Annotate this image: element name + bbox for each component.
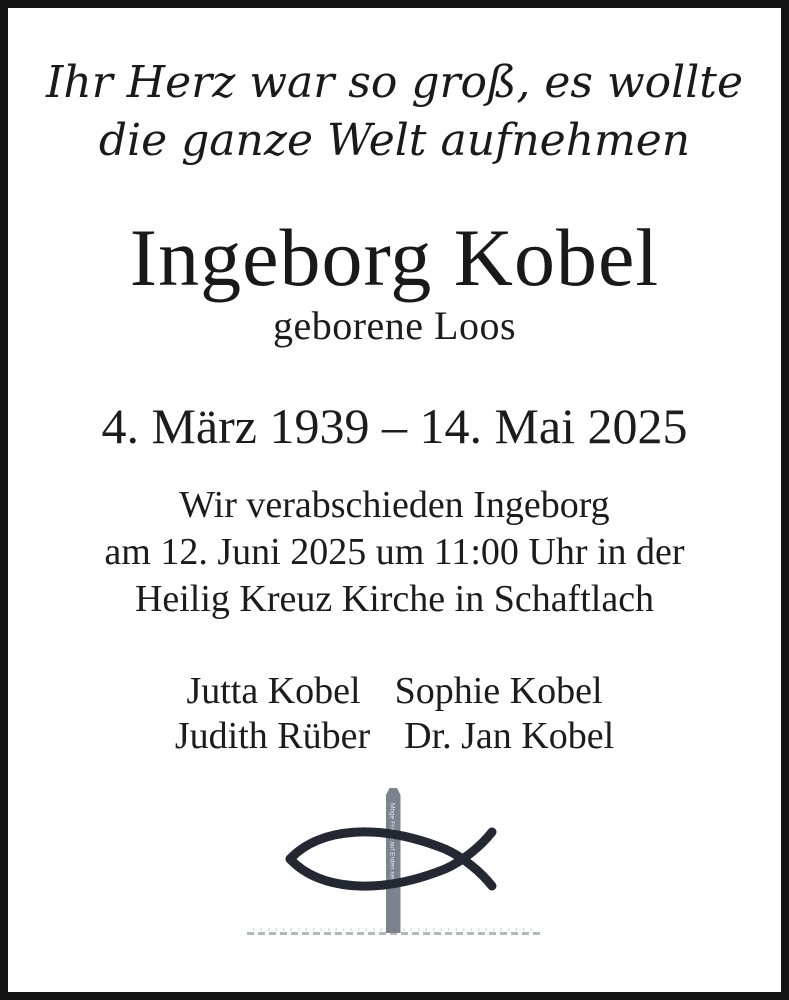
mourner-row (8, 714, 781, 759)
mourner-name: Jutta Kobel (186, 670, 361, 712)
mourner-name: Sophie Kobel (394, 670, 603, 712)
peace-pole-icon (386, 788, 401, 933)
epigraph-line-1: Ihr Herz war so groß, es wollte (46, 57, 743, 108)
announcement-line-3: Heilig Kreuz Kirche in Schaftlach (134, 578, 655, 620)
mourner-name: Judith Rüber (174, 715, 371, 757)
birth-name: geborene Loos (272, 303, 517, 348)
announcement-line-1: Wir verabschieden Ingeborg (179, 484, 610, 526)
epigraph (8, 54, 781, 170)
ichthys-fish-with-peace-pole-icon (245, 787, 545, 939)
memorial-symbol (8, 787, 781, 939)
mourner-row (8, 669, 781, 714)
pole-inscription: Möge Friede auf Erden sein (388, 803, 395, 884)
life-dates: 4. März 1939 – 14. Mai 2025 (101, 398, 688, 454)
deceased-name: Ingeborg Kobel (129, 212, 660, 303)
announcement-line-2: am 12. Juni 2025 um 11:00 Uhr in der (104, 531, 685, 573)
epigraph-line-2: die ganze Welt aufnehmen (98, 115, 691, 166)
farewell-announcement (8, 482, 781, 623)
mourners-list (8, 669, 781, 759)
mourner-name: Dr. Jan Kobel (404, 715, 615, 757)
